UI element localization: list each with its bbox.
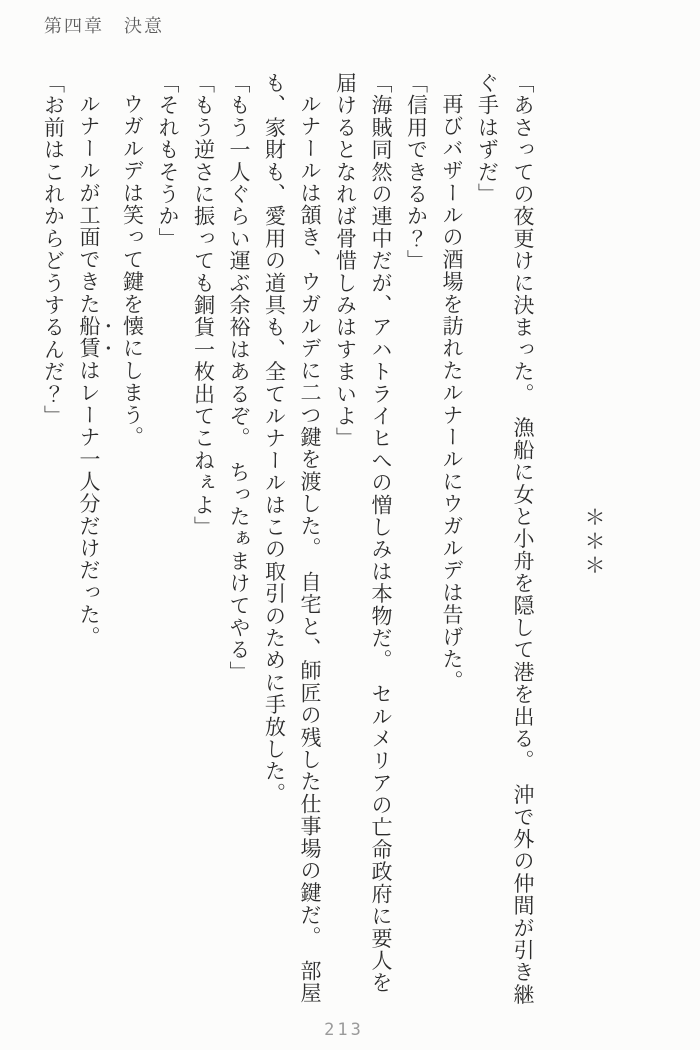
paragraph: ルナールが工面できた船賃はレーナ一人分だけだった。	[77, 93, 101, 649]
paragraph: 「海賊同然の連中だが、アハトライヒへの憎しみは本物だ。 セルメリアの亡命政府に要人を届けるとなれば骨惜しみはすまいよ」	[333, 72, 393, 994]
page-number: 213	[324, 1020, 364, 1040]
paragraph: 「それもそうか」	[156, 72, 180, 250]
paragraph: 「もう一人ぐらい運ぶ余裕はあるぞ。 ちったぁまけてやる」	[227, 72, 251, 684]
chapter-running-head: 第四章 決意	[44, 16, 164, 37]
paragraph: ルナールは頷き、ウガルデに二つ鍵を渡した。 自宅と、師匠の残した仕事場の鍵だ。 部屋も、家財も、愛用の道具も、全てルナールはこの取引のために手放した。	[262, 72, 322, 1005]
emphasized-text: 船賃	[77, 315, 101, 360]
paragraph: 「お前はこれからどうするんだ？」	[41, 72, 66, 428]
vertical-text-block	[41, 72, 611, 1012]
paragraph: 「もう逆さに振っても銅貨一枚出てこねぇよ」	[191, 72, 216, 539]
paragraph: 「信用できるか？」	[404, 72, 429, 272]
paragraph: ウガルデは笑って鍵を懐にしまう。	[120, 93, 145, 449]
paragraph: 「あさっての夜更けに決まった。 漁船に女と小舟を隠して港を出る。 沖で外の仲間が引き継ぐ手はずだ」	[475, 72, 535, 1006]
paragraph: 再びバザールの酒場を訪れたルナールにウガルデは告げた。	[440, 93, 464, 693]
scene-break-marker: ＊＊＊	[582, 506, 606, 578]
